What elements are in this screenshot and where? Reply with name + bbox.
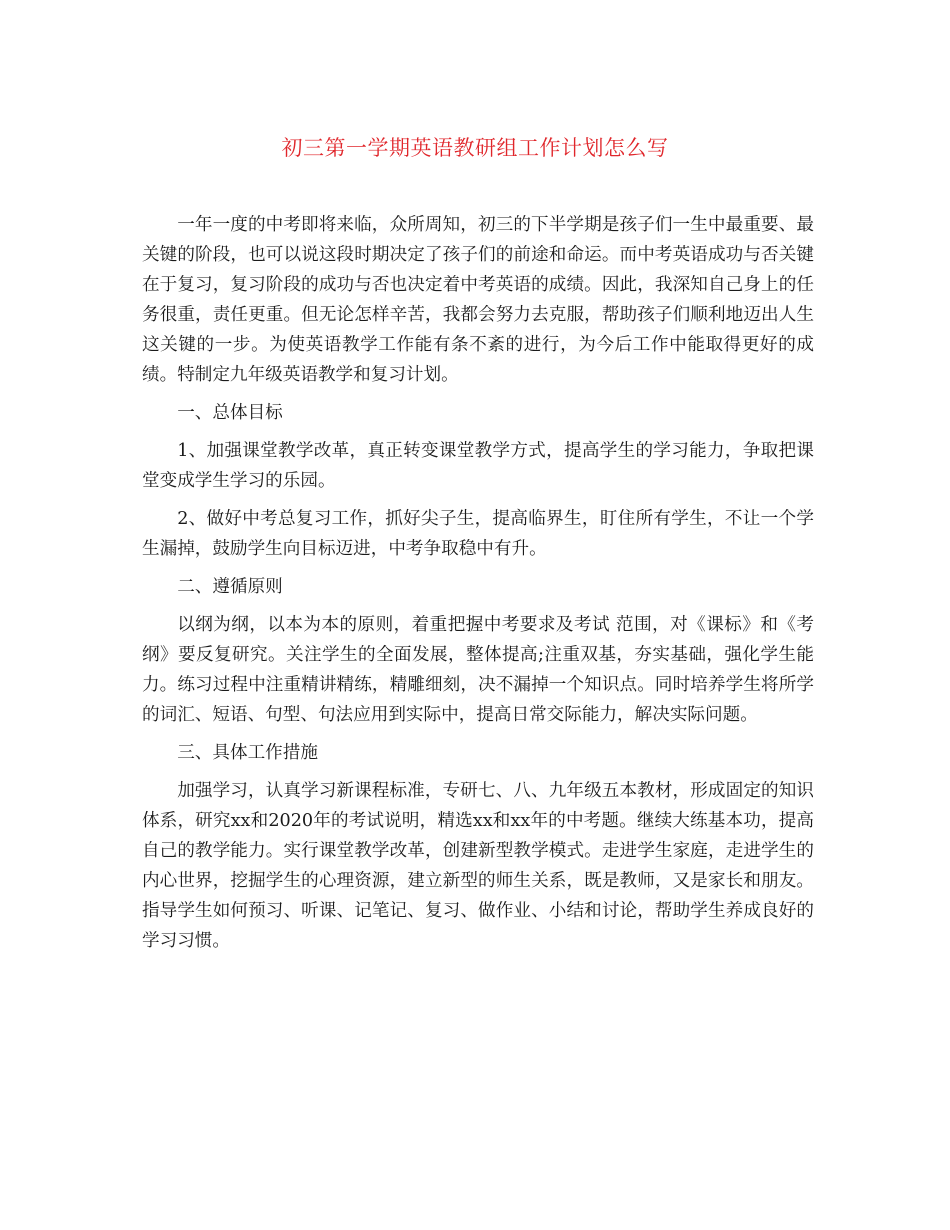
document-title: 初三第一学期英语教研组工作计划怎么写	[281, 136, 669, 160]
section-heading-principles: 二、遵循原则	[177, 577, 283, 597]
intro-paragraph: 一年一度的中考即将来临，众所周知，初三的下半学期是孩子们一生中最重要、最关键的阶段，也可以说这段时期决定了孩子们的前途和命运。而中考英语成功与否关键在于复习，复习阶段的成功与否也决定着中考英语的成绩。因此，我深知自己身上的任务很重，责任更重。但无论怎样辛苦，我都会努力去克服，帮助孩子们顺利地迈出人生这关键的一步。为使英语教学工作能有条不紊的进行，为今后工作中能取得更好的成绩。特制定九年级英语教学和复习计划。	[142, 215, 814, 385]
goal-item-2: 2、做好中考总复习工作，抓好尖子生，提高临界生，盯住所有学生，不让一个学生漏掉，鼓励学生向目标迈进，中考争取稳中有升。	[142, 509, 814, 559]
goal-item-1: 1、加强课堂教学改革，真正转变课堂教学方式，提高学生的学习能力，争取把课堂变成学生学习的乐园。	[142, 441, 814, 491]
principles-paragraph: 以纲为纲，以本为本的原则，着重把握中考要求及考试 范围，对《课标》和《考纲》要反复研究。关注学生的全面发展，整体提高;注重双基，夯实基础，强化学生能力。练习过程中注重精讲精练，精雕细刻，决不漏掉一个知识点。同时培养学生将所学的词汇、短语、句型、句法应用到实际中，提高日常交际能力，解决实际问题。	[142, 615, 814, 725]
measures-paragraph: 加强学习，认真学习新课程标准，专研七、八、九年级五本教材，形成固定的知识体系，研究xx和2020年的考试说明，精选xx和xx年的中考题。继续大练基本功，提高自己的教学能力。实行课堂教学改革，创建新型教学模式。走进学生家庭，走进学生的内心世界，挖掘学生的心理资源，建立新型的师生关系，既是教师，又是家长和朋友。指导学生如何预习、听课、记笔记、复习、做作业、小结和讨论，帮助学生养成良好的学习习惯。	[142, 781, 814, 951]
section-heading-overall-goals: 一、总体目标	[177, 403, 283, 423]
section-heading-measures: 三、具体工作措施	[177, 743, 318, 763]
document-body	[142, 210, 814, 964]
